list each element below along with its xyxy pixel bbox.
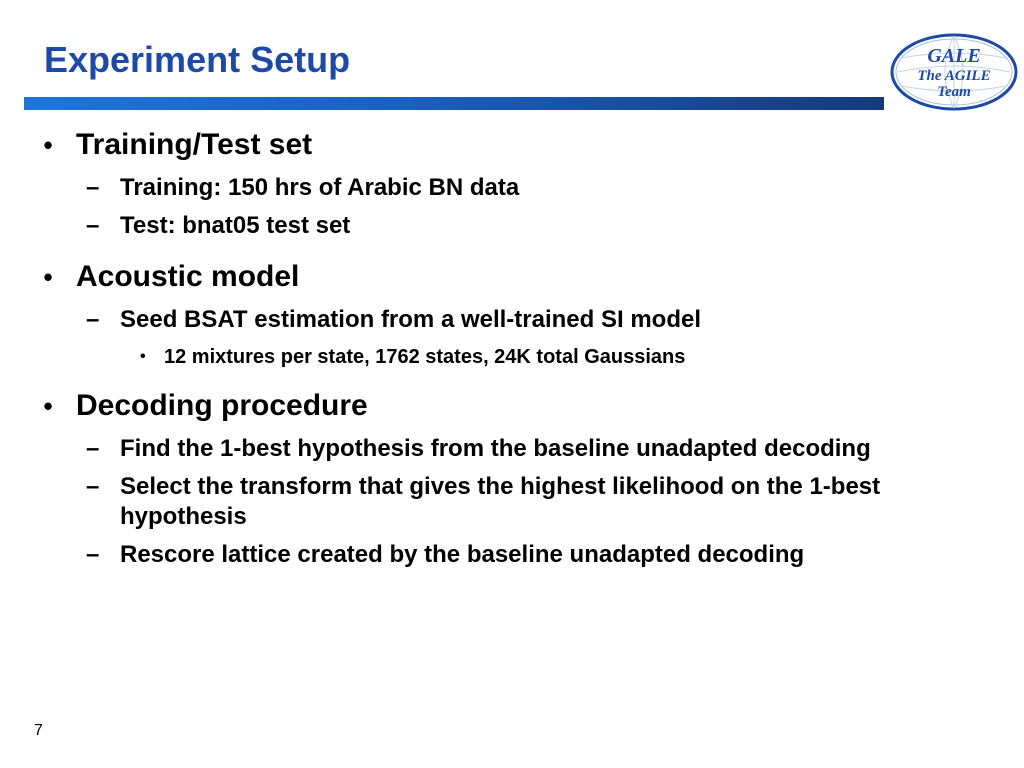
dash-bullet-icon: – [86,306,100,333]
bullet-text: Training/Test set [76,128,313,161]
dash-bullet-icon: – [86,435,100,462]
dash-bullet-icon: – [86,541,100,568]
page-number: 7 [34,722,43,739]
sub-bullet-select-transform [0,472,1024,532]
round-bullet-icon: • [43,391,53,421]
dash-bullet-icon: – [86,473,100,500]
sub-bullet-text: Training: 150 hrs of Arabic BN data [120,174,520,201]
logo-line-gale: GALE [927,45,981,67]
title-underline-bar [24,97,884,110]
round-bullet-icon: • [43,262,53,292]
sub-sub-bullet-text: 12 mixtures per state, 1762 states, 24K total Gaussians [164,346,686,368]
sub-sub-bullet-mixtures [0,344,1024,370]
gale-agile-team-logo [888,32,1020,112]
sub-bullet-text: Select the transform that gives the highest likelihood on the 1-best hypothesis [120,473,881,530]
sub-bullet-test-data [0,211,1024,241]
round-bullet-icon: • [43,130,53,160]
bullet-training-test-set [0,125,1024,165]
sub-bullet-find-1-best [0,434,1024,464]
dash-bullet-icon: – [86,212,100,239]
sub-bullet-text: Rescore lattice created by the baseline unadapted decoding [120,541,805,568]
bullet-text: Decoding procedure [76,389,368,422]
bullet-acoustic-model [0,257,1024,297]
bullet-decoding-procedure [0,386,1024,426]
sub-bullet-text: Test: bnat05 test set [120,212,351,239]
sub-bullet-text: Seed BSAT estimation from a well-trained SI model [120,306,702,333]
slide-title: Experiment Setup [44,39,351,80]
logo-line-agile: The AGILE [917,68,991,84]
logo-line-team: Team [937,84,971,100]
sub-bullet-text: Find the 1-best hypothesis from the baseline unadapted decoding [120,435,871,462]
slide-body [0,120,1024,570]
sub-bullet-training-data [0,173,1024,203]
dash-bullet-icon: – [86,174,100,201]
sub-bullet-seed-bsat [0,305,1024,335]
small-dot-bullet-icon: • [140,348,146,365]
sub-bullet-rescore-lattice [0,540,1024,570]
bullet-text: Acoustic model [76,260,300,293]
